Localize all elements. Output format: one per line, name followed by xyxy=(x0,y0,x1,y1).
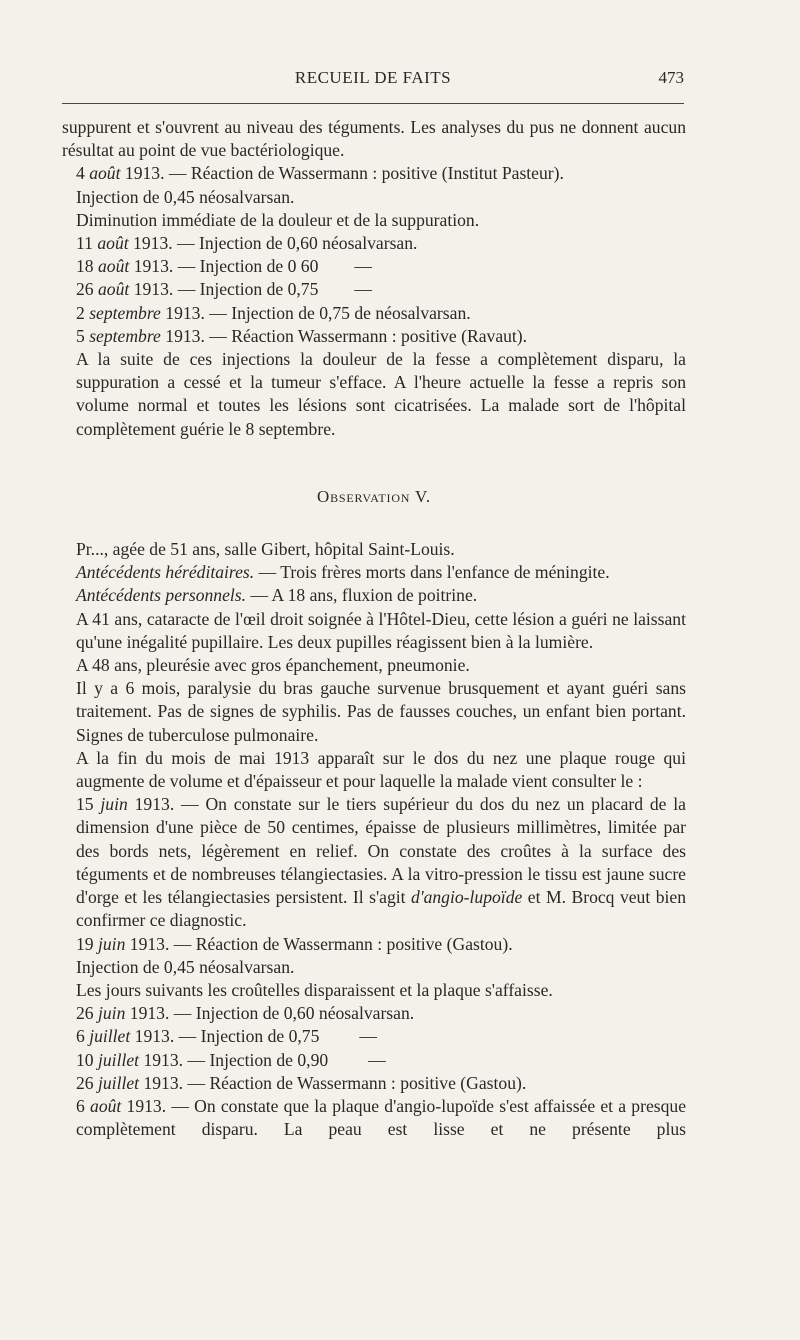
paragraph: suppurent et s'ouvrent au niveau des téguments. Les analyses du pus ne donnent aucun résultat au point de vue bactériologique. xyxy=(62,117,686,161)
dated-entry: 26 juillet 1913. — Réaction de Wassermann : positive (Gastou). xyxy=(76,1072,527,1093)
paragraph: Diminution immédiate de la douleur et de la suppuration. xyxy=(76,209,480,230)
dated-entry: 18 août 1913. — Injection de 0 60 — xyxy=(76,256,372,277)
paragraph: 6 août 1913. — On constate que la plaque d'angio-lupoïde s'est affaissée et a presque complètement disparu. La peau est lisse et ne présente plus xyxy=(76,1095,687,1140)
paragraph: A 41 ans, cataracte de l'œil droit soignée à l'Hôtel-Dieu, cette lésion a guéri ne laissant qu'une inégalité pupillaire. Les deux pupilles réagissent bien à la lumière. xyxy=(76,608,686,652)
observation-heading: Observation V. xyxy=(317,486,431,506)
paragraph: Antécédents personnels. — A 18 ans, fluxion de poitrine. xyxy=(76,585,478,606)
paragraph: Antécédents héréditaires. — Trois frères morts dans l'enfance de méningite. xyxy=(76,562,610,583)
paragraph: Injection de 0,45 néosalvarsan. xyxy=(76,956,295,977)
header-rule xyxy=(62,103,684,104)
page-number: 473 xyxy=(658,68,684,87)
paragraph: Injection de 0,45 néosalvarsan. xyxy=(76,186,295,207)
paragraph: Pr..., agée de 51 ans, salle Gibert, hôpital Saint-Louis. xyxy=(76,539,455,560)
dated-entry: 6 juillet 1913. — Injection de 0,75 — xyxy=(76,1026,377,1047)
paragraph: 15 juin 1913. — On constate sur le tiers supérieur du dos du nez un placard de la dimension d'une pièce de 50 centimes, épaisse de plusieurs millimètres, limitée par des bords nets, légèrement en relief. On constate des croûtes à la surface des téguments et de nombreuses télangiectasies. A la vitro-pression le tissu est jaune sucre d'orge et les télangiectasies persistent. Il s'agit d'angio-lupoïde et M. Brocq veut bien confirmer ce diagnostic. xyxy=(76,794,686,931)
paragraph: Les jours suivants les croûtelles disparaissent et la plaque s'affaisse. xyxy=(76,979,553,1000)
dated-entry: 10 juillet 1913. — Injection de 0,90 — xyxy=(76,1049,386,1070)
running-title: RECUEIL DE FAITS xyxy=(294,68,452,87)
dated-entry: 5 septembre 1913. — Réaction Wassermann : positive (Ravaut). xyxy=(76,325,528,346)
paragraph: Il y a 6 mois, paralysie du bras gauche survenue brusquement et ayant guéri sans traitement. Pas de signes de syphilis. Pas de fausses couches, un enfant bien portant. Signes de tuberculose pulmonaire. xyxy=(76,678,686,745)
paragraph: A 48 ans, pleurésie avec gros épanchement, pneumonie. xyxy=(76,655,470,676)
dated-entry: 26 juin 1913. — Injection de 0,60 néosalvarsan. xyxy=(76,1003,415,1024)
dated-entry: 2 septembre 1913. — Injection de 0,75 de néosalvarsan. xyxy=(76,302,471,323)
body-text xyxy=(62,116,686,1141)
paragraph: A la suite de ces injections la douleur de la fesse a complètement disparu, la suppuration a cessé et la tumeur s'efface. A l'heure actuelle la fesse a repris son volume normal et toutes les lésions sont cicatrisées. La malade sort de l'hôpital complètement guérie le 8 septembre. xyxy=(76,349,686,439)
dated-entry: 4 août 1913. — Réaction de Wassermann : positive (Institut Pasteur). xyxy=(76,163,564,184)
running-header xyxy=(62,68,684,94)
paragraph: A la fin du mois de mai 1913 apparaît sur le dos du nez une plaque rouge qui augmente de volume et d'épaisseur et pour laquelle la malade vient consulter le : xyxy=(76,747,686,792)
dated-entry: 11 août 1913. — Injection de 0,60 néosalvarsan. xyxy=(76,233,418,254)
dated-entry: 26 août 1913. — Injection de 0,75 — xyxy=(76,279,372,300)
dated-entry: 19 juin 1913. — Réaction de Wassermann : positive (Gastou). xyxy=(76,933,513,954)
